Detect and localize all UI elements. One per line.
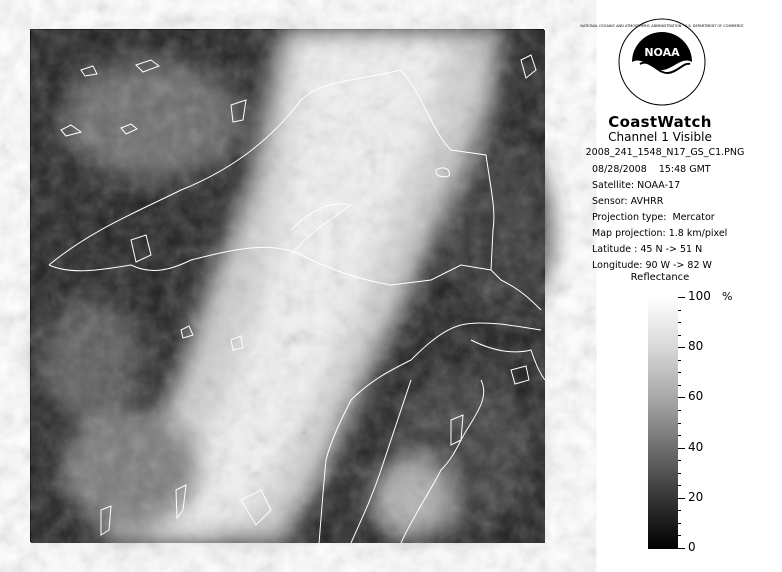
channel-label: Channel 1 Visible xyxy=(608,130,712,144)
colorbar-minor-tick xyxy=(678,410,681,411)
cloud-texture xyxy=(31,30,545,543)
colorbar-tick-label: 60 xyxy=(688,389,704,403)
colorbar-unit: % xyxy=(722,290,733,303)
colorbar-minor-tick xyxy=(678,523,681,524)
colorbar-tick-label: 40 xyxy=(688,440,704,454)
colorbar-minor-tick xyxy=(678,335,681,336)
latitude-label: Latitude : 45 N -> 51 N xyxy=(592,244,703,255)
colorbar-minor-tick xyxy=(678,310,681,311)
colorbar-minor-tick xyxy=(678,485,681,486)
sensor-label: Sensor: AVHRR xyxy=(592,196,664,207)
logo-noaa-text: NOAA xyxy=(644,46,680,59)
projection-type-label: Projection type: Mercator xyxy=(592,212,715,223)
colorbar xyxy=(648,297,678,549)
datetime-label: 08/28/2008 15:48 GMT xyxy=(592,164,711,175)
colorbar-minor-tick xyxy=(678,435,681,436)
colorbar-minor-tick xyxy=(678,535,681,536)
colorbar-minor-tick xyxy=(678,460,681,461)
satellite-scene xyxy=(31,30,545,543)
colorbar-minor-tick xyxy=(678,448,685,449)
colorbar-minor-tick xyxy=(678,423,681,424)
colorbar-minor-tick xyxy=(678,297,685,298)
colorbar-minor-tick xyxy=(678,548,685,549)
satellite-label: Satellite: NOAA-17 xyxy=(592,180,681,191)
colorbar-minor-tick xyxy=(678,360,681,361)
colorbar-title: Reflectance xyxy=(630,272,690,283)
colorbar-minor-tick xyxy=(678,498,685,499)
longitude-label: Longitude: 90 W -> 82 W xyxy=(592,260,712,271)
colorbar-minor-tick xyxy=(678,372,681,373)
noaa-logo xyxy=(580,18,744,106)
colorbar-tick-label: 0 xyxy=(688,540,696,554)
satellite-image xyxy=(30,29,544,542)
colorbar-minor-tick xyxy=(678,397,685,398)
agency-title: CoastWatch xyxy=(608,113,712,131)
map-projection-label: Map projection: 1.8 km/pixel xyxy=(592,228,728,239)
colorbar-tick-label: 100 xyxy=(688,289,711,303)
colorbar-tick-label: 80 xyxy=(688,339,704,353)
filename-label: 2008_241_1548_N17_GS_C1.PNG xyxy=(585,147,745,158)
logo-ring-text: NATIONAL OCEANIC AND ATMOSPHERIC ADMINISTRATION · U.S. DEPARTMENT OF COMMERCE xyxy=(580,24,744,28)
colorbar-tick-label: 20 xyxy=(688,490,704,504)
colorbar-minor-tick xyxy=(678,510,681,511)
colorbar-minor-tick xyxy=(678,473,681,474)
colorbar-minor-tick xyxy=(678,385,681,386)
colorbar-minor-tick xyxy=(678,347,685,348)
colorbar-minor-tick xyxy=(678,322,681,323)
